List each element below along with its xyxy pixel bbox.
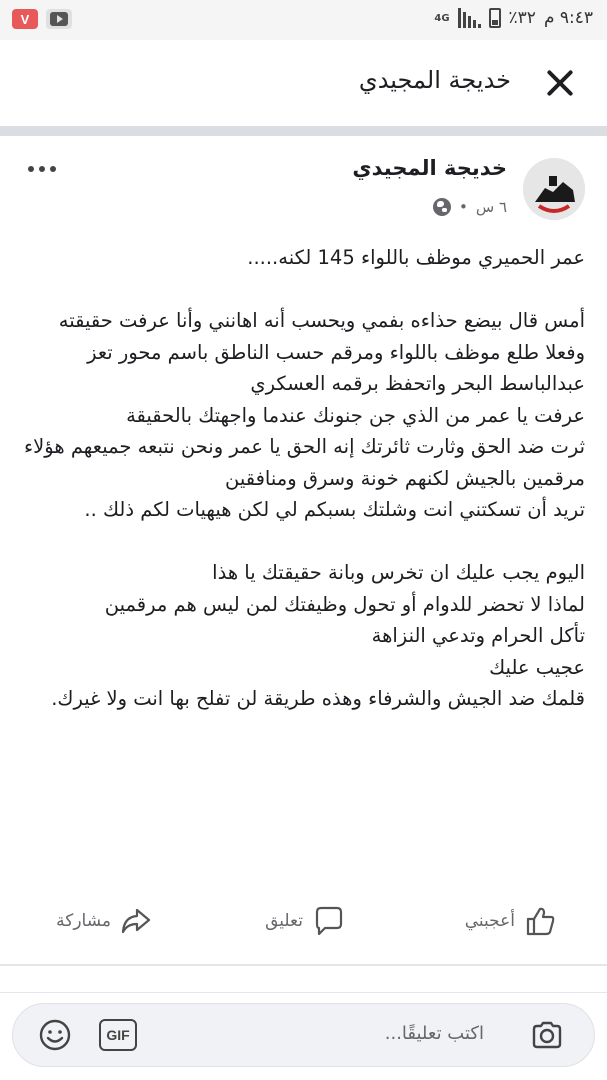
comment-label: تعليق [265, 911, 303, 931]
status-bar-indicators [434, 8, 593, 28]
post-author[interactable]: خديجة المجيدي [352, 156, 507, 180]
vpn-v-icon: V [12, 9, 38, 29]
post-actions [0, 886, 607, 962]
page-header [0, 40, 607, 128]
meta-separator: • [458, 198, 468, 216]
comment-icon [311, 904, 345, 938]
emoji-icon[interactable] [37, 1017, 73, 1053]
status-bar [0, 0, 607, 40]
comment-placeholder: اكتب تعليقًا... [384, 1023, 484, 1044]
battery-percent: ٣٢٪ [508, 8, 536, 28]
youtube-icon [46, 9, 72, 29]
avatar-image [523, 158, 585, 220]
like-label: أعجبني [464, 911, 515, 931]
comment-composer [0, 992, 607, 1080]
like-button[interactable] [465, 904, 557, 938]
battery-icon [489, 8, 501, 28]
globe-icon [433, 198, 451, 216]
status-bar-apps [12, 9, 72, 29]
post-time[interactable]: ٦ س [475, 198, 507, 216]
signal-icon [458, 8, 481, 28]
clock: ٩:٤٣ م [543, 8, 593, 28]
actions-divider [0, 964, 607, 966]
share-icon [119, 904, 153, 938]
header-divider [0, 126, 607, 136]
camera-icon[interactable] [530, 1018, 564, 1052]
gif-icon[interactable]: GIF [99, 1019, 137, 1051]
share-button[interactable] [56, 904, 153, 938]
share-label: مشاركة [56, 911, 111, 931]
close-icon[interactable] [545, 68, 575, 98]
comment-button[interactable] [265, 904, 345, 938]
thumbs-up-icon [523, 904, 557, 938]
network-type: 4G [434, 12, 450, 24]
avatar[interactable] [523, 158, 585, 220]
more-dots-icon[interactable] [28, 166, 56, 172]
page-title: خديجة المجيدي [358, 66, 511, 94]
post-meta [433, 198, 507, 216]
comment-input[interactable] [12, 1003, 595, 1067]
post-text: عمر الحميري موظف باللواء 145 لكنه..... أمس قال بيضع حذاءه بفمي ويحسب أنه اهانني وأنا عرفت حقيقته وفعلا طلع موظف باللواء ومرقم حسب الناطق باسم محور تعز عبدالباسط البحر واتحفظ برقمه العسكري عرفت يا عمر من الذي جن جنونك عندما واجهتك بالحقيقة ثرت ضد الحق وثارت ثائرتك إنه الحق يا عمر ونحن نتبعه جميعهم هؤلاء مرقمين بالجيش لكنهم خونة وسرق ومنافقين تريد أن تسكتني انت وشلتك بسبكم لي لكن هيهيات لكم ذلك .. اليوم يجب عليك ان تخرس وبانة حقيقتك يا هذا لماذا لا تحضر للدوام أو تحول وظيفتك لمن ليس هم مرقمين تأكل الحرام وتدعي النزاهة عجيب عليك قلمك ضد الجيش والشرفاء وهذه طريقة لن تفلح بها انت ولا غيرك. [23, 246, 585, 710]
